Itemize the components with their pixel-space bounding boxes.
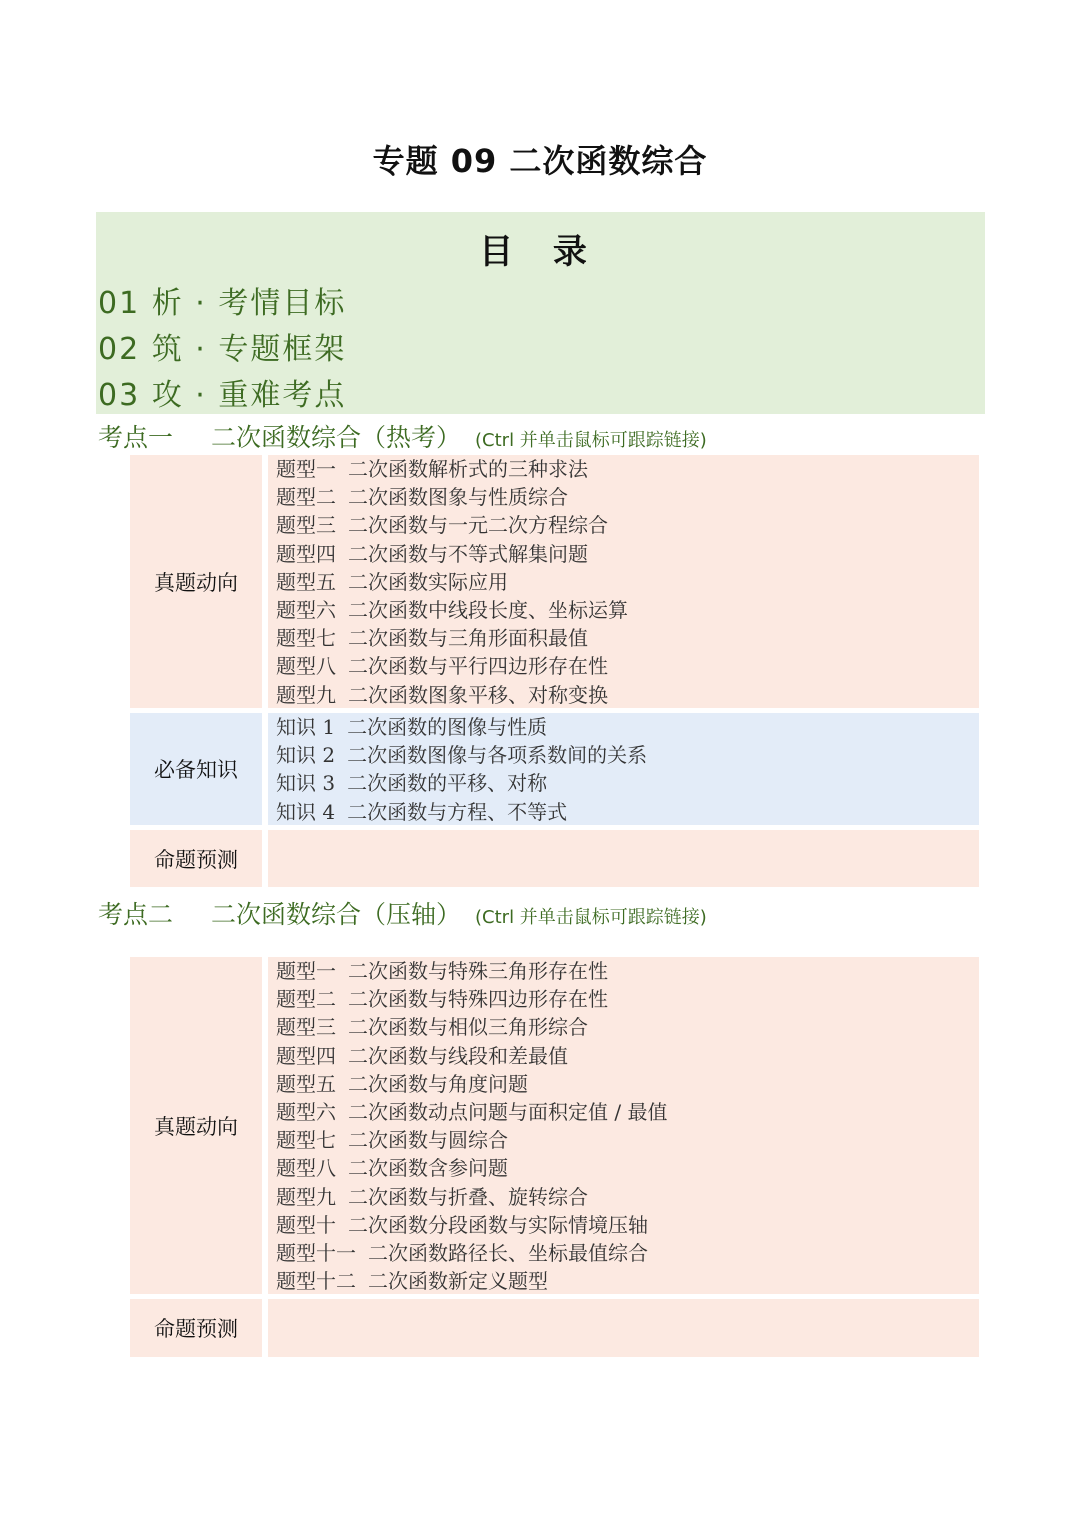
point1-zhenti-label: 真题动向 xyxy=(130,455,262,708)
point1-label: 考点一 xyxy=(98,423,174,452)
point1-title: 二次函数综合（热考） xyxy=(211,423,462,452)
list-item[interactable]: 题型二 二次函数图象与性质综合 xyxy=(276,485,568,510)
list-item[interactable]: 知识 4 二次函数与方程、不等式 xyxy=(276,799,568,824)
list-item[interactable]: 题型六 二次函数中线段长度、坐标运算 xyxy=(276,597,628,622)
list-item[interactable]: 题型十二 二次函数新定义题型 xyxy=(276,1269,548,1294)
list-item[interactable]: 题型六 二次函数动点问题与面积定值 / 最值 xyxy=(276,1099,668,1124)
list-item[interactable]: 知识 1 二次函数的图像与性质 xyxy=(276,715,548,739)
list-item[interactable]: 知识 2 二次函数图像与各项系数间的关系 xyxy=(276,743,648,768)
point2-hint: (Ctrl 并单击鼠标可跟踪链接) xyxy=(475,907,707,928)
point1-zhishi-list xyxy=(276,713,647,826)
list-item[interactable]: 题型七 二次函数与圆综合 xyxy=(276,1128,508,1153)
list-item[interactable]: 题型七 二次函数与三角形面积最值 xyxy=(276,626,588,651)
point2-zhenti-label: 真题动向 xyxy=(130,957,262,1294)
point2-yuce-content xyxy=(268,1299,979,1357)
list-item[interactable]: 题型二 二次函数与特殊四边形存在性 xyxy=(276,987,608,1012)
list-item[interactable]: 题型一 二次函数与特殊三角形存在性 xyxy=(276,959,608,983)
toc-heading: 目 录 xyxy=(479,232,601,272)
point2-label: 考点二 xyxy=(98,900,174,929)
list-item[interactable]: 题型五 二次函数与角度问题 xyxy=(276,1071,528,1096)
point2-title: 二次函数综合（压轴） xyxy=(211,900,462,929)
list-item[interactable]: 题型九 二次函数图象平移、对称变换 xyxy=(276,682,608,707)
list-item[interactable]: 题型八 二次函数含参问题 xyxy=(276,1156,508,1181)
point2-heading[interactable] xyxy=(98,895,707,931)
toc-item-key-points[interactable]: 03 攻 · 重难考点 xyxy=(98,378,347,413)
list-item[interactable]: 题型十一 二次函数路径长、坐标最值综合 xyxy=(276,1240,648,1265)
page-title: 专题 09 二次函数综合 xyxy=(372,142,708,180)
toc-item-framework[interactable]: 02 筑 · 专题框架 xyxy=(98,332,347,367)
point1-heading[interactable] xyxy=(98,418,707,454)
toc-item-analysis[interactable]: 01 析 · 考情目标 xyxy=(98,286,347,321)
list-item[interactable]: 题型三 二次函数与一元二次方程综合 xyxy=(276,513,608,538)
list-item[interactable]: 题型十 二次函数分段函数与实际情境压轴 xyxy=(276,1212,648,1237)
list-item[interactable]: 题型九 二次函数与折叠、旋转综合 xyxy=(276,1184,588,1209)
point2-zhenti-list xyxy=(276,957,667,1295)
list-item[interactable]: 题型四 二次函数与不等式解集问题 xyxy=(276,541,588,566)
point1-yuce-label: 命题预测 xyxy=(130,830,262,887)
list-item[interactable]: 题型一 二次函数解析式的三种求法 xyxy=(276,457,588,481)
list-item[interactable]: 题型三 二次函数与相似三角形综合 xyxy=(276,1015,588,1040)
list-item[interactable]: 题型八 二次函数与平行四边形存在性 xyxy=(276,654,608,679)
list-item[interactable]: 知识 3 二次函数的平移、对称 xyxy=(276,771,548,796)
list-item[interactable]: 题型五 二次函数实际应用 xyxy=(276,569,508,594)
point1-zhenti-list xyxy=(276,455,628,709)
list-item[interactable]: 题型四 二次函数与线段和差最值 xyxy=(276,1043,568,1068)
point1-hint: (Ctrl 并单击鼠标可跟踪链接) xyxy=(475,430,707,451)
point2-yuce-label: 命题预测 xyxy=(130,1299,262,1357)
point1-zhishi-label: 必备知识 xyxy=(130,713,262,825)
point1-yuce-content xyxy=(268,830,979,887)
